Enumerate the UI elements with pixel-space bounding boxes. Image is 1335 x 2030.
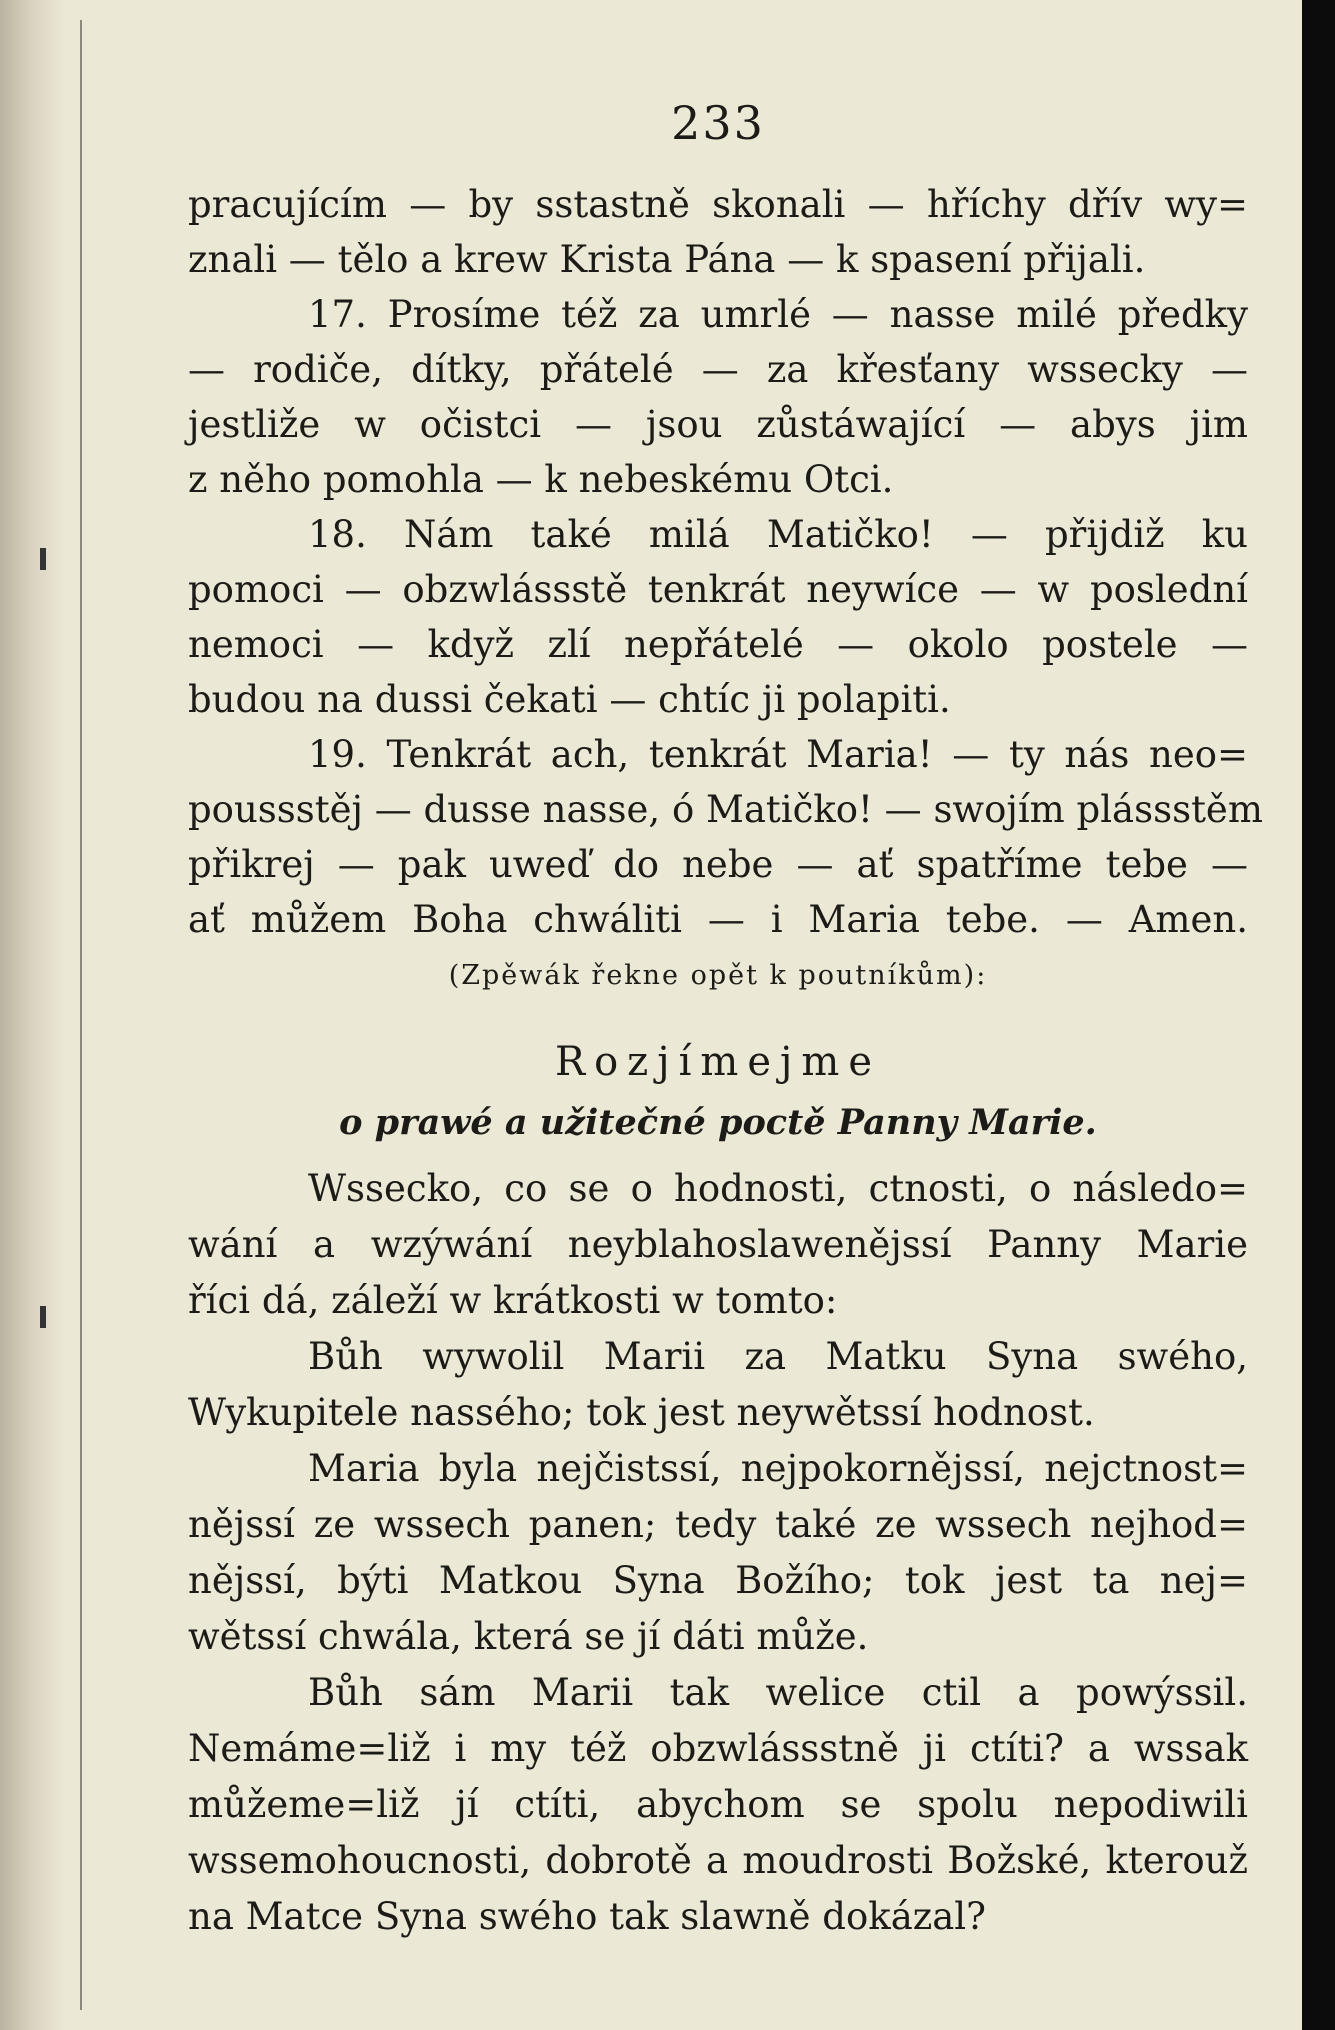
text-line: wání a wzýwání neyblahoslawenějssí Panny Marie [188,1223,1248,1266]
text-line: Nemáme=liž i my též obzwlássstně ji ctíti? a wssak [188,1727,1248,1770]
section-heading: Rozjímejme [554,1039,882,1085]
text-line: 19. Tenkrát ach, tenkrát Maria! — ty nás neo= [308,733,1248,776]
text-line: 17. Prosíme též za umrlé — nasse milé předky [308,293,1248,336]
text-line: jestliže w očistci — jsou zůstáwající — abys jim [188,403,1248,446]
text-line: budou na dussi čekati — chtíc ji polapiti. [188,678,951,721]
text-line: Bůh sám Marii tak welice ctil a powýssil. [308,1671,1248,1714]
text-line: poussstěj — dusse nasse, ó Matičko! — swojím plássstěm [188,788,1263,831]
text-line: 18. Nám také milá Matičko! — přijdiž ku [308,513,1248,556]
text-line: nějssí ze wssech panen; tedy také ze wssech nejhod= [188,1503,1248,1546]
text-line: wssemohoucnosti, dobrotě a moudrosti Božské, kterouž [188,1839,1248,1882]
text-line: přikrej — pak uweď do nebe — ať spatříme tebe — [188,843,1248,886]
text-line: znali — tělo a krew Krista Pána — k spasení přijali. [188,238,1146,281]
text-line: nějssí, býti Matkou Syna Božího; tok jest ta nej= [188,1559,1248,1602]
text-line: Maria byla nejčistssí, nejpokornějssí, nejctnost= [308,1447,1248,1490]
section-subheading: o prawé a užitečné poctě Panny Marie. [339,1102,1097,1143]
text-line: Wssecko, co se o hodnosti, ctnosti, o následo= [308,1167,1248,1210]
text-line: říci dá, záleží w krátkosti w tomto: [188,1279,838,1322]
edge-mark [40,1306,46,1328]
text-line: nemoci — když zlí nepřátelé — okolo postele — [188,623,1248,666]
text-line: — rodiče, dítky, přátelé — za křesťany wssecky — [188,348,1248,391]
text-line: pomoci — obzwlássstě tenkrát neywíce — w poslední [188,568,1248,611]
text-line: můžeme=liž jí ctíti, abychom se spolu nepodiwili [188,1783,1248,1826]
gutter-line [80,20,82,2010]
text-line: ať můžem Boha chwáliti — i Maria tebe. — Amen. [188,898,1248,941]
text-line: wětssí chwála, která se jí dáti může. [188,1615,869,1658]
text-line: z něho pomohla — k nebeskému Otci. [188,458,894,501]
page-gutter [0,0,64,2030]
edge-mark [40,548,46,570]
text-line: na Matce Syna swého tak slawně dokázal? [188,1895,986,1938]
text-line: Wykupitele nassého; tok jest neywětssí hodnost. [188,1391,1095,1434]
text-line: pracujícím — by sstastně skonali — hříchy dřív wy= [188,183,1248,226]
speaker-note: (Zpěwák řekne opět k poutníkům): [448,960,988,991]
text-line: Bůh wywolil Marii za Matku Syna swého, [308,1335,1248,1378]
page-number: 233 [671,96,765,150]
